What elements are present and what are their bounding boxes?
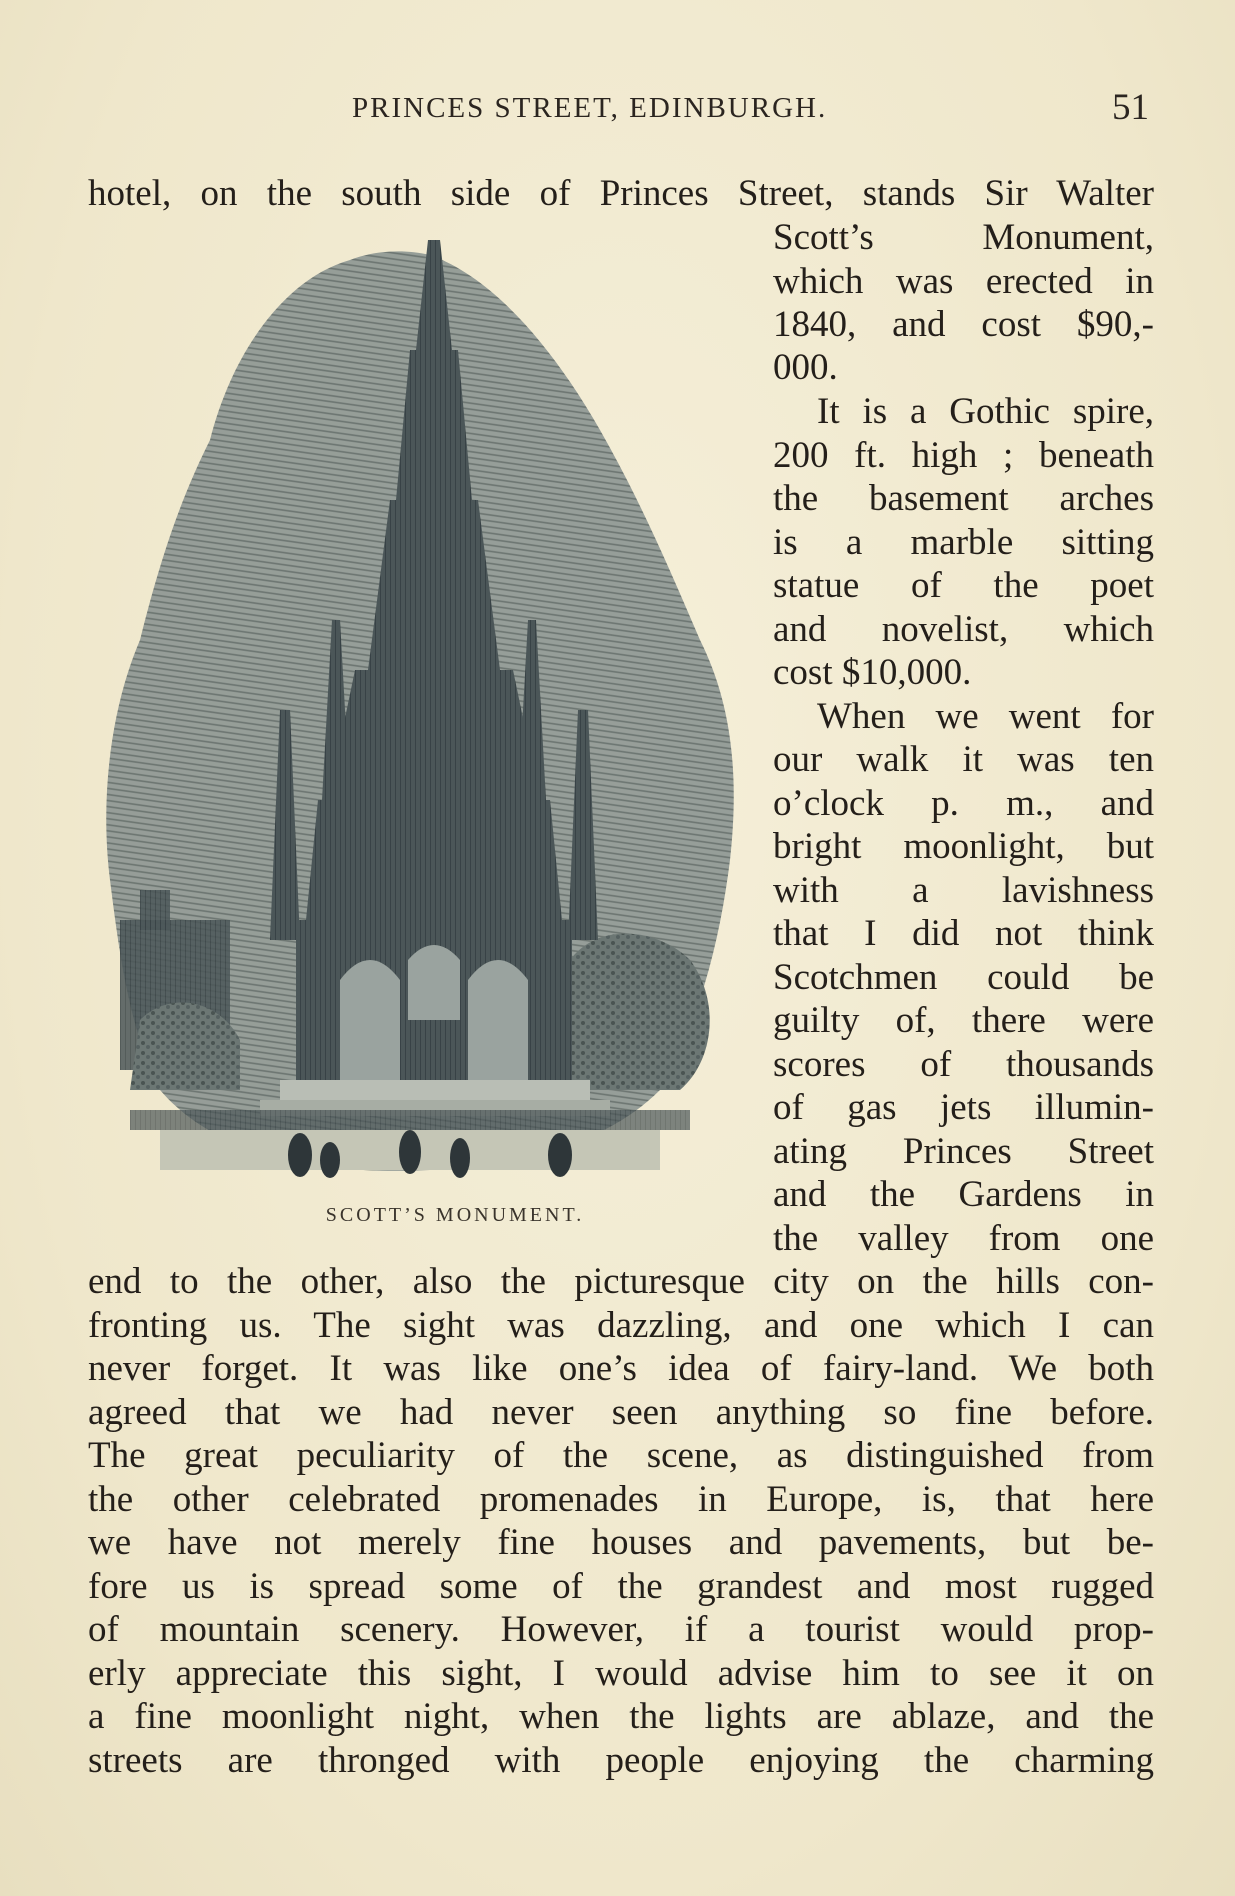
text-line: 000. bbox=[773, 347, 838, 388]
illustration-caption: SCOTT’S MONUMENT. bbox=[325, 1204, 585, 1226]
text-line: streets are thronged with people enjoying the charming bbox=[88, 1740, 1154, 1781]
text-line: The great peculiarity of the scene, as distinguished from bbox=[88, 1435, 1154, 1476]
text-line: fronting us. The sight was dazzling, and one which I can bbox=[88, 1305, 1154, 1346]
text-line: 200 ft. high ; beneath bbox=[773, 435, 1154, 476]
text-line: and novelist, which bbox=[773, 609, 1154, 650]
text-line: end to the other, also the picturesque city on the hills con- bbox=[88, 1261, 1154, 1302]
text-line: Scott’s Monument, bbox=[773, 217, 1154, 258]
text-line: agreed that we had never seen anything so fine before. bbox=[88, 1392, 1154, 1433]
text-line: of gas jets illumin- bbox=[773, 1087, 1154, 1128]
text-line: Scotchmen could be bbox=[773, 957, 1154, 998]
text-line: 1840, and cost $90,- bbox=[773, 304, 1154, 345]
text-line: that I did not think bbox=[773, 913, 1154, 954]
text-line: It is a Gothic spire, bbox=[817, 391, 1154, 432]
text-line: and the Gardens in bbox=[773, 1174, 1154, 1215]
text-line: the basement arches bbox=[773, 478, 1154, 519]
text-line: erly appreciate this sight, I would advise him to see it on bbox=[88, 1653, 1154, 1694]
text-line: fore us is spread some of the grandest and most rugged bbox=[88, 1566, 1154, 1607]
text-line: bright moonlight, but bbox=[773, 826, 1154, 867]
text-line: of mountain scenery. However, if a tourist would prop- bbox=[88, 1609, 1154, 1650]
text-line: a fine moonlight night, when the lights are ablaze, and the bbox=[88, 1696, 1154, 1737]
text-line: never forget. It was like one’s idea of fairy-land. We both bbox=[88, 1348, 1154, 1389]
text-line: cost $10,000. bbox=[773, 652, 972, 693]
text-line: our walk it was ten bbox=[773, 739, 1154, 780]
page-number: 51 bbox=[1112, 87, 1149, 128]
scott-monument-engraving bbox=[100, 240, 750, 1200]
text-line: which was erected in bbox=[773, 261, 1154, 302]
running-head: PRINCES STREET, EDINBURGH. bbox=[352, 92, 828, 124]
text-line: ating Princes Street bbox=[773, 1131, 1154, 1172]
text-line: with a lavishness bbox=[773, 870, 1154, 911]
text-line: hotel, on the south side of Princes Street, stands Sir Walter bbox=[88, 173, 1154, 214]
text-line: o’clock p. m., and bbox=[773, 783, 1154, 824]
text-line: we have not merely fine houses and pavements, but be- bbox=[88, 1522, 1154, 1563]
text-line: guilty of, there were bbox=[773, 1000, 1154, 1041]
text-line: the other celebrated promenades in Europe, is, that here bbox=[88, 1479, 1154, 1520]
text-line: statue of the poet bbox=[773, 565, 1154, 606]
text-line: the valley from one bbox=[773, 1218, 1154, 1259]
text-line: scores of thousands bbox=[773, 1044, 1154, 1085]
text-line: When we went for bbox=[817, 696, 1154, 737]
text-line: is a marble sitting bbox=[773, 522, 1154, 563]
